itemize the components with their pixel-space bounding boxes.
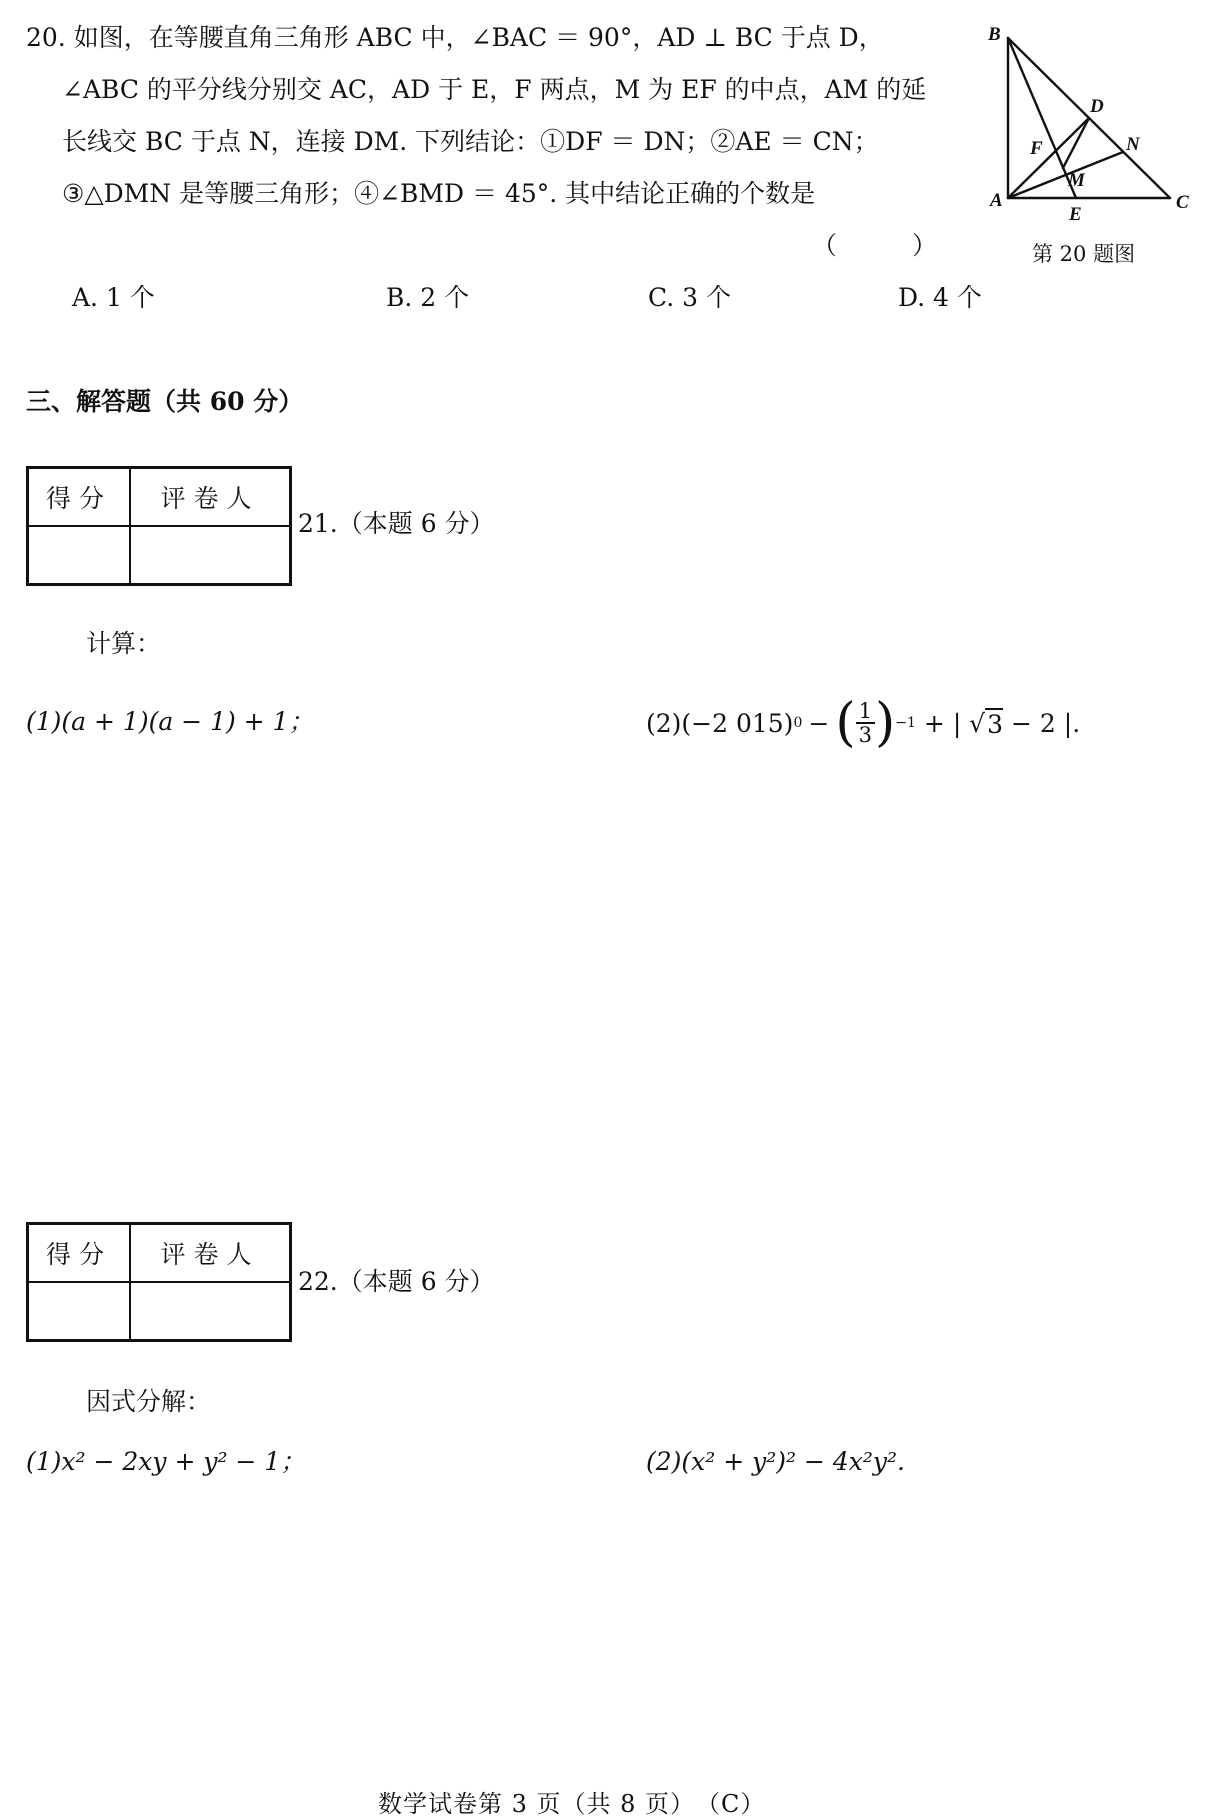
q21-p2-minus: − bbox=[808, 708, 830, 738]
segment-dm bbox=[1063, 118, 1089, 168]
segment-an bbox=[1008, 152, 1123, 198]
q20-line-1: 20. 如图，在等腰直角三角形 ABC 中，∠BAC ＝ 90°，AD ⊥ BC 于点 D， bbox=[26, 23, 884, 52]
q22-title: 22.（本题 6 分） bbox=[298, 1267, 495, 1296]
fraction bbox=[856, 700, 875, 746]
label-d: D bbox=[1090, 96, 1104, 117]
q20-option-a: A. 1 个 bbox=[72, 283, 155, 312]
label-a: A bbox=[990, 190, 1003, 211]
q22-instruction: 因式分解： bbox=[86, 1387, 212, 1416]
label-f: F bbox=[1030, 138, 1043, 159]
q20-line-4: ③△DMN 是等腰三角形；④∠BMD ＝ 45°. 其中结论正确的个数是 bbox=[62, 179, 816, 208]
q21-p2-prefix: (2)(−2 015) bbox=[646, 708, 794, 738]
q21-p2-tail: − 2 |. bbox=[1011, 708, 1081, 738]
q22-part-2: (2)(x² + y²)² − 4x²y². bbox=[646, 1447, 906, 1476]
fraction-numerator: 1 bbox=[856, 700, 875, 724]
score-header: 得分 bbox=[28, 1224, 131, 1283]
q20-option-d: D. 4 个 bbox=[898, 283, 982, 312]
q21-title: 21.（本题 6 分） bbox=[298, 509, 495, 538]
triangle-diagram bbox=[976, 20, 1206, 230]
fraction-denominator: 3 bbox=[858, 723, 872, 747]
grader-cell[interactable] bbox=[130, 526, 291, 585]
q21-instruction: 计算： bbox=[86, 629, 162, 658]
grader-header: 评卷人 bbox=[130, 468, 291, 527]
score-cell[interactable] bbox=[28, 1282, 131, 1341]
label-b: B bbox=[988, 24, 1001, 45]
label-m: M bbox=[1068, 170, 1085, 191]
score-table-q21 bbox=[26, 466, 292, 586]
q21-p2-exp0: 0 bbox=[793, 715, 803, 731]
q22-part-1: (1)x² − 2xy + y² − 1； bbox=[26, 1447, 306, 1476]
page-footer: 数学试卷第 3 页（共 8 页） （C） bbox=[378, 1790, 766, 1818]
q20-figure bbox=[976, 20, 1206, 270]
grader-cell[interactable] bbox=[130, 1282, 291, 1341]
grader-header: 评卷人 bbox=[130, 1224, 291, 1283]
q20-line-2: ∠ABC 的平分线分别交 AC，AD 于 E，F 两点，M 为 EF 的中点，AM 的延 bbox=[62, 75, 927, 104]
score-header: 得分 bbox=[28, 468, 131, 527]
label-e: E bbox=[1069, 204, 1082, 225]
q20-option-b: B. 2 个 bbox=[386, 283, 470, 312]
q21-p2-abs: + | √ bbox=[923, 708, 986, 738]
score-table-q22 bbox=[26, 1222, 292, 1342]
q21-p2-exp-neg1: −1 bbox=[895, 715, 916, 731]
section-3-title: 三、解答题（共 60 分） bbox=[26, 387, 304, 416]
label-c: C bbox=[1176, 192, 1189, 213]
q21-part-1: (1)(a + 1)(a − 1) + 1； bbox=[26, 707, 314, 736]
q21-part-2: (2)(−2 015) 0 − ( $\frac{1}{3}$ ) −1 + | √ 3 − 2 |. bbox=[646, 693, 1081, 753]
q20-line-3: 长线交 BC 于点 N，连接 DM. 下列结论：①DF ＝ DN；②AE ＝ CN； bbox=[62, 127, 879, 156]
q20-option-c: C. 3 个 bbox=[648, 283, 731, 312]
sqrt-radicand: 3 bbox=[987, 709, 1004, 739]
q20-answer-paren: （ ） bbox=[812, 231, 938, 260]
figure-caption: 第 20 题图 bbox=[1032, 242, 1136, 266]
label-n: N bbox=[1126, 134, 1140, 155]
score-cell[interactable] bbox=[28, 526, 131, 585]
